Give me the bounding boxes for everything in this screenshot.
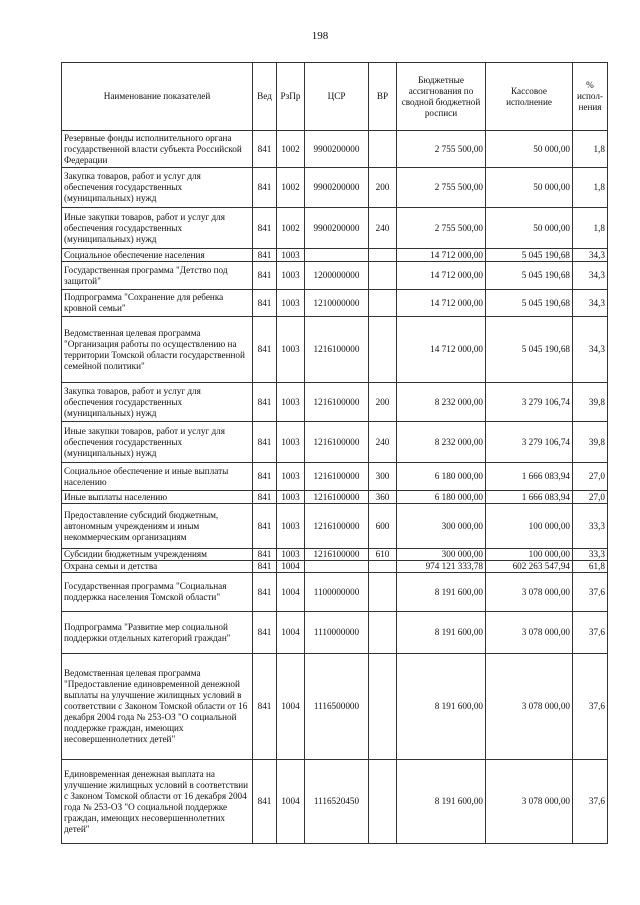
cell-csr: 1100000000 bbox=[305, 573, 369, 612]
header-assign: Бюджетные ассигнования по сводной бюджетной росписи bbox=[397, 63, 486, 131]
cell-ved: 841 bbox=[253, 168, 277, 208]
cell-rzpr: 1003 bbox=[277, 549, 305, 561]
cell-cash: 3 078 000,00 bbox=[486, 573, 573, 612]
cell-ved: 841 bbox=[253, 290, 277, 317]
cell-name: Закупка товаров, работ и услуг для обеспечения государственных (муниципальных) нужд bbox=[62, 168, 253, 208]
cell-assign: 2 755 500,00 bbox=[397, 208, 486, 249]
cell-cash: 1 666 083,94 bbox=[486, 463, 573, 491]
cell-csr: 1116520450 bbox=[305, 760, 369, 844]
budget-table bbox=[61, 62, 608, 844]
cell-name: Предоставление субсидий бюджетным, автономным учреждениям и иным некоммерческим организациям bbox=[62, 504, 253, 549]
cell-name: Подпрограмма "Развитие мер социальной поддержки отдельных категорий граждан" bbox=[62, 612, 253, 654]
table-row bbox=[62, 168, 608, 208]
cell-vr bbox=[369, 249, 397, 262]
cell-name: Закупка товаров, работ и услуг для обеспечения государственных (муниципальных) нужд bbox=[62, 383, 253, 422]
cell-assign: 8 232 000,00 bbox=[397, 383, 486, 422]
cell-rzpr: 1004 bbox=[277, 561, 305, 573]
cell-cash: 602 263 547,94 bbox=[486, 561, 573, 573]
cell-pct: 61,8 bbox=[573, 561, 608, 573]
cell-vr: 200 bbox=[369, 383, 397, 422]
cell-rzpr: 1004 bbox=[277, 654, 305, 760]
cell-name: Ведомственная целевая программа "Организация работы по осуществлению на территории Томской области государственной семейной политики" bbox=[62, 317, 253, 383]
cell-cash: 5 045 190,68 bbox=[486, 317, 573, 383]
cell-pct: 27,0 bbox=[573, 463, 608, 491]
cell-assign: 300 000,00 bbox=[397, 549, 486, 561]
cell-rzpr: 1002 bbox=[277, 168, 305, 208]
header-name: Наименование показателей bbox=[62, 63, 253, 131]
header-row bbox=[62, 63, 608, 131]
cell-name: Государственная программа "Детство под защитой" bbox=[62, 262, 253, 290]
cell-assign: 6 180 000,00 bbox=[397, 463, 486, 491]
cell-ved: 841 bbox=[253, 262, 277, 290]
cell-ved: 841 bbox=[253, 131, 277, 168]
cell-vr: 300 bbox=[369, 463, 397, 491]
cell-ved: 841 bbox=[253, 463, 277, 491]
cell-assign: 6 180 000,00 bbox=[397, 491, 486, 504]
table-row bbox=[62, 504, 608, 549]
table-row bbox=[62, 208, 608, 249]
cell-name: Иные закупки товаров, работ и услуг для обеспечения государственных (муниципальных) нужд bbox=[62, 422, 253, 463]
table-row bbox=[62, 760, 608, 844]
cell-vr bbox=[369, 573, 397, 612]
table-row bbox=[62, 573, 608, 612]
cell-rzpr: 1003 bbox=[277, 317, 305, 383]
page-number: 198 bbox=[311, 30, 329, 42]
cell-assign: 14 712 000,00 bbox=[397, 249, 486, 262]
cell-rzpr: 1003 bbox=[277, 463, 305, 491]
cell-assign: 14 712 000,00 bbox=[397, 290, 486, 317]
cell-csr: 1216100000 bbox=[305, 463, 369, 491]
cell-assign: 8 191 600,00 bbox=[397, 573, 486, 612]
cell-pct: 27,0 bbox=[573, 491, 608, 504]
cell-vr: 600 bbox=[369, 504, 397, 549]
table-row bbox=[62, 422, 608, 463]
cell-pct: 1,8 bbox=[573, 208, 608, 249]
table-row bbox=[62, 491, 608, 504]
cell-csr: 1216100000 bbox=[305, 383, 369, 422]
cell-cash: 1 666 083,94 bbox=[486, 491, 573, 504]
cell-assign: 2 755 500,00 bbox=[397, 168, 486, 208]
header-csr: ЦСР bbox=[305, 63, 369, 131]
cell-csr: 1216100000 bbox=[305, 491, 369, 504]
cell-name: Подпрограмма "Сохранение для ребенка кровной семьи" bbox=[62, 290, 253, 317]
cell-csr: 9900200000 bbox=[305, 208, 369, 249]
cell-pct: 33,3 bbox=[573, 549, 608, 561]
cell-pct: 34,3 bbox=[573, 249, 608, 262]
cell-cash: 3 078 000,00 bbox=[486, 654, 573, 760]
cell-pct: 39,8 bbox=[573, 422, 608, 463]
cell-name: Охрана семьи и детства bbox=[62, 561, 253, 573]
table-row bbox=[62, 290, 608, 317]
table-row bbox=[62, 561, 608, 573]
cell-assign: 974 121 333,78 bbox=[397, 561, 486, 573]
cell-cash: 5 045 190,68 bbox=[486, 262, 573, 290]
table-row bbox=[62, 262, 608, 290]
cell-rzpr: 1003 bbox=[277, 491, 305, 504]
cell-rzpr: 1003 bbox=[277, 504, 305, 549]
cell-rzpr: 1002 bbox=[277, 208, 305, 249]
cell-pct: 39,8 bbox=[573, 383, 608, 422]
cell-csr: 1216100000 bbox=[305, 549, 369, 561]
cell-pct: 34,3 bbox=[573, 262, 608, 290]
table-row bbox=[62, 131, 608, 168]
cell-pct: 1,8 bbox=[573, 168, 608, 208]
cell-assign: 14 712 000,00 bbox=[397, 262, 486, 290]
header-rzpr: РзПр bbox=[277, 63, 305, 131]
cell-assign: 8 191 600,00 bbox=[397, 654, 486, 760]
cell-ved: 841 bbox=[253, 249, 277, 262]
cell-vr bbox=[369, 131, 397, 168]
cell-csr: 1210000000 bbox=[305, 290, 369, 317]
cell-rzpr: 1003 bbox=[277, 383, 305, 422]
table-row bbox=[62, 612, 608, 654]
cell-pct: 37,6 bbox=[573, 654, 608, 760]
cell-name: Социальное обеспечение населения bbox=[62, 249, 253, 262]
cell-csr bbox=[305, 561, 369, 573]
table-row bbox=[62, 463, 608, 491]
cell-name: Государственная программа "Социальная поддержка населения Томской области" bbox=[62, 573, 253, 612]
cell-rzpr: 1002 bbox=[277, 131, 305, 168]
cell-assign: 8 191 600,00 bbox=[397, 612, 486, 654]
cell-vr bbox=[369, 262, 397, 290]
cell-csr: 1216100000 bbox=[305, 317, 369, 383]
cell-vr bbox=[369, 561, 397, 573]
cell-ved: 841 bbox=[253, 317, 277, 383]
cell-ved: 841 bbox=[253, 549, 277, 561]
cell-ved: 841 bbox=[253, 422, 277, 463]
cell-name: Социальное обеспечение и иные выплаты населению bbox=[62, 463, 253, 491]
cell-vr: 610 bbox=[369, 549, 397, 561]
cell-rzpr: 1003 bbox=[277, 262, 305, 290]
cell-vr bbox=[369, 317, 397, 383]
cell-name: Единовременная денежная выплата на улучшение жилищных условий в соответствии с Законом Томской области от 16 декабря 2004 года № 253-ОЗ "О социальной поддержке граждан, имеющих несовершеннолетних детей" bbox=[62, 760, 253, 844]
cell-csr: 1200000000 bbox=[305, 262, 369, 290]
cell-pct: 34,3 bbox=[573, 317, 608, 383]
cell-vr: 200 bbox=[369, 168, 397, 208]
cell-rzpr: 1004 bbox=[277, 612, 305, 654]
cell-csr bbox=[305, 249, 369, 262]
cell-vr bbox=[369, 654, 397, 760]
cell-cash: 50 000,00 bbox=[486, 131, 573, 168]
header-pct: % испол-нения bbox=[573, 63, 608, 131]
cell-vr bbox=[369, 760, 397, 844]
cell-ved: 841 bbox=[253, 504, 277, 549]
cell-cash: 50 000,00 bbox=[486, 208, 573, 249]
cell-name: Субсидии бюджетным учреждениям bbox=[62, 549, 253, 561]
cell-rzpr: 1003 bbox=[277, 290, 305, 317]
cell-cash: 100 000,00 bbox=[486, 549, 573, 561]
cell-name: Ведомственная целевая программа "Предоставление единовременной денежной выплаты на улучшение жилищных условий в соответствии с Законом Томской области от 16 декабря 2004 года № 253-ОЗ "О социальной поддержке граждан, имеющих несовершеннолетних детей" bbox=[62, 654, 253, 760]
cell-cash: 3 078 000,00 bbox=[486, 760, 573, 844]
cell-pct: 37,6 bbox=[573, 612, 608, 654]
cell-name: Резервные фонды исполнительного органа государственной власти субъекта Российской Федерации bbox=[62, 131, 253, 168]
cell-csr: 9900200000 bbox=[305, 131, 369, 168]
cell-pct: 33,3 bbox=[573, 504, 608, 549]
cell-assign: 300 000,00 bbox=[397, 504, 486, 549]
table-row bbox=[62, 249, 608, 262]
cell-vr: 240 bbox=[369, 208, 397, 249]
header-vr: ВР bbox=[369, 63, 397, 131]
cell-ved: 841 bbox=[253, 208, 277, 249]
cell-ved: 841 bbox=[253, 383, 277, 422]
cell-rzpr: 1003 bbox=[277, 422, 305, 463]
cell-cash: 3 279 106,74 bbox=[486, 422, 573, 463]
cell-cash: 50 000,00 bbox=[486, 168, 573, 208]
table-row bbox=[62, 317, 608, 383]
cell-vr bbox=[369, 290, 397, 317]
table-row bbox=[62, 549, 608, 561]
cell-cash: 3 078 000,00 bbox=[486, 612, 573, 654]
cell-cash: 5 045 190,68 bbox=[486, 249, 573, 262]
cell-csr: 1110000000 bbox=[305, 612, 369, 654]
cell-csr: 1116500000 bbox=[305, 654, 369, 760]
cell-assign: 8 191 600,00 bbox=[397, 760, 486, 844]
cell-name: Иные закупки товаров, работ и услуг для обеспечения государственных (муниципальных) нужд bbox=[62, 208, 253, 249]
header-ved: Вед bbox=[253, 63, 277, 131]
cell-csr: 9900200000 bbox=[305, 168, 369, 208]
cell-vr: 240 bbox=[369, 422, 397, 463]
cell-rzpr: 1003 bbox=[277, 249, 305, 262]
cell-ved: 841 bbox=[253, 491, 277, 504]
table-row bbox=[62, 654, 608, 760]
cell-rzpr: 1004 bbox=[277, 573, 305, 612]
cell-ved: 841 bbox=[253, 654, 277, 760]
cell-csr: 1216100000 bbox=[305, 422, 369, 463]
cell-ved: 841 bbox=[253, 573, 277, 612]
cell-rzpr: 1004 bbox=[277, 760, 305, 844]
cell-cash: 3 279 106,74 bbox=[486, 383, 573, 422]
cell-pct: 34,3 bbox=[573, 290, 608, 317]
cell-ved: 841 bbox=[253, 612, 277, 654]
cell-ved: 841 bbox=[253, 760, 277, 844]
cell-assign: 14 712 000,00 bbox=[397, 317, 486, 383]
cell-pct: 37,6 bbox=[573, 573, 608, 612]
header-cash: Кассовое исполнение bbox=[486, 63, 573, 131]
cell-ved: 841 bbox=[253, 561, 277, 573]
cell-vr: 360 bbox=[369, 491, 397, 504]
cell-pct: 1,8 bbox=[573, 131, 608, 168]
cell-assign: 2 755 500,00 bbox=[397, 131, 486, 168]
cell-cash: 100 000,00 bbox=[486, 504, 573, 549]
cell-cash: 5 045 190,68 bbox=[486, 290, 573, 317]
cell-csr: 1216100000 bbox=[305, 504, 369, 549]
cell-vr bbox=[369, 612, 397, 654]
table-row bbox=[62, 383, 608, 422]
cell-pct: 37,6 bbox=[573, 760, 608, 844]
cell-name: Иные выплаты населению bbox=[62, 491, 253, 504]
cell-assign: 8 232 000,00 bbox=[397, 422, 486, 463]
